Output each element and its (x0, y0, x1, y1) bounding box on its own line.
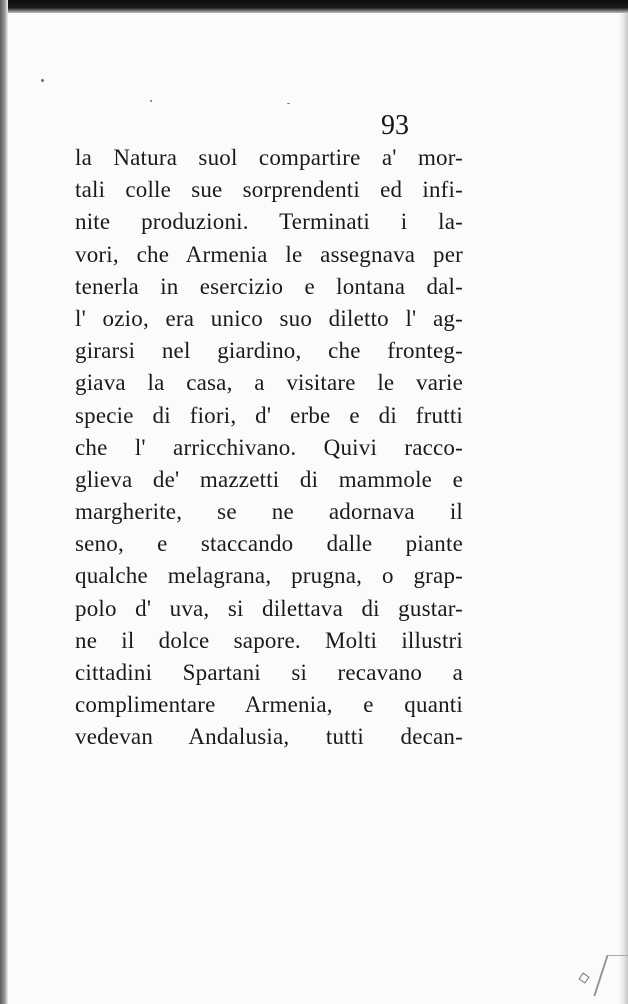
text-line: cittadini Spartani si recavano a (75, 660, 463, 685)
text-line: complimentare Armenia, e quanti (75, 692, 463, 718)
ink-speck (41, 79, 44, 82)
text-line: specie di fiori, d' erbe e di frutti (75, 402, 463, 428)
text-line: vori, che Armenia le assegnava per (75, 241, 463, 267)
ink-speck (287, 103, 290, 104)
text-line: che l' arricchivano. Quivi racco- (75, 434, 463, 460)
text-line: margherite, se ne adornava il (75, 499, 463, 525)
text-line: nite produzioni. Terminati i la- (75, 209, 463, 235)
body-text (75, 142, 463, 754)
page-corner-speck (578, 972, 589, 983)
text-line: vedevan Andalusia, tutti decan- (75, 724, 463, 750)
scan-left-edge (0, 0, 8, 1004)
ink-speck (150, 100, 152, 102)
text-line: giava la casa, a visitare le varie (75, 370, 463, 396)
scan-top-edge (0, 0, 628, 13)
text-line: l' ozio, era unico suo diletto l' ag- (75, 305, 463, 331)
text-line: qualche melagrana, prugna, o grap- (75, 563, 463, 589)
text-line: polo d' uva, si dilettava di gustar- (75, 595, 463, 621)
text-line: seno, e staccando dalle piante (75, 531, 463, 557)
text-line: girarsi nel giardino, che fronteg- (75, 338, 463, 364)
page-number: 93 (381, 110, 409, 141)
text-line: glieva de' mazzetti di mammole e (75, 466, 463, 492)
text-line: tenerla in esercizio e lontana dal- (75, 273, 463, 299)
scan-right-edge (618, 13, 628, 1004)
text-line: tali colle sue sorprendenti ed infi- (75, 177, 463, 203)
text-line: la Natura suol compartire a' mor- (75, 145, 463, 170)
text-line: ne il dolce sapore. Molti illustri (75, 627, 463, 653)
